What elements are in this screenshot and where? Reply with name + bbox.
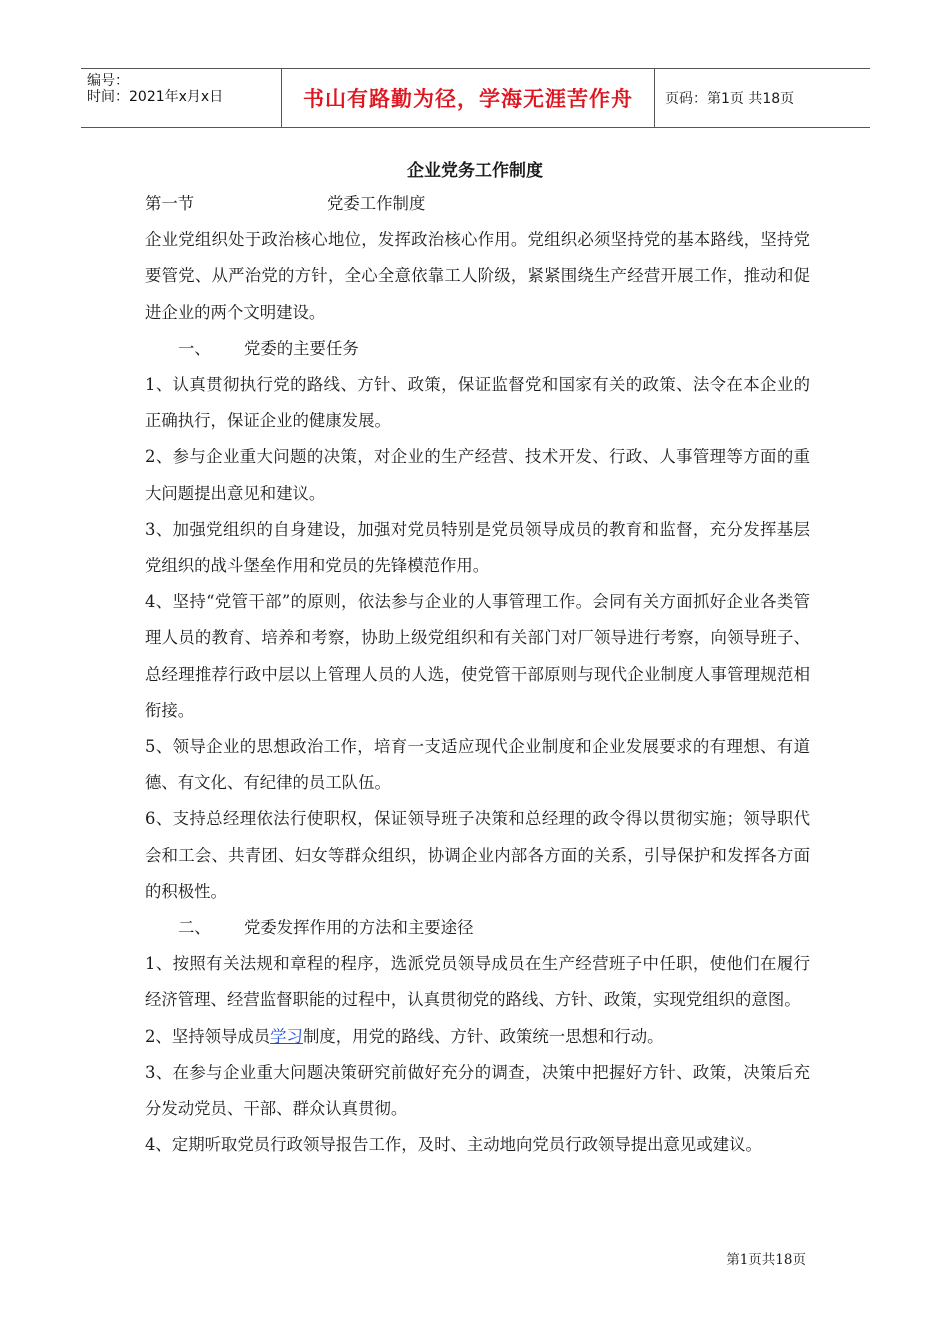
- part2-number: 二、: [178, 918, 211, 938]
- intro-paragraph: 企业党组织处于政治核心地位，发挥政治核心作用。党组织必须坚持党的基本路线，坚持党要管党、从严治党的方针，全心全意依靠工人阶级，紧紧围绕生产经营开展工作，推动和促进企业的两个文明建设。: [145, 230, 810, 322]
- motto: 书山有路勤为径，学海无涯苦作舟: [303, 87, 633, 111]
- part1-item-6: 6、支持总经理依法行使职权，保证领导班子决策和总经理的政令得以贯彻实施；领导职代会和工会、共青团、妇女等群众组织，协调企业内部各方面的关系，引导保护和发挥各方面的积极性。: [145, 809, 810, 901]
- part2-item-2: [145, 1019, 810, 1055]
- part1-title: 党委的主要任务: [244, 338, 359, 358]
- header-right-cell: [655, 69, 870, 127]
- part1-number: 一、: [178, 338, 211, 358]
- section-heading: [145, 186, 810, 222]
- document-body: [145, 186, 810, 1163]
- study-link[interactable]: 学习: [270, 1026, 303, 1046]
- part1-item-3: 3、加强党组织的自身建设，加强对党员特别是党员领导成员的教育和监督，充分发挥基层党组织的战斗堡垒作用和党员的先锋模范作用。: [145, 519, 810, 576]
- part2-item-4: 4、定期听取党员行政领导报告工作，及时、主动地向党员行政领导提出意见或建议。: [145, 1135, 762, 1155]
- time-label: 时间：2021年x月x日: [87, 89, 224, 105]
- number-label: 编号：: [87, 73, 129, 89]
- header-left-cell: [81, 69, 281, 127]
- part2-heading: [145, 910, 810, 946]
- part2-title: 党委发挥作用的方法和主要途径: [244, 918, 474, 938]
- header-page-info: 页码：第1页 共18页: [665, 91, 795, 107]
- part1-item-5: 5、领导企业的思想政治工作，培育一支适应现代企业制度和企业发展要求的有理想、有道德、有文化、有纪律的员工队伍。: [145, 737, 810, 793]
- footer-page-info: 第1页共18页: [726, 1252, 806, 1268]
- part2-item-2-after: 制度，用党的路线、方针、政策统一思想和行动。: [302, 1026, 664, 1046]
- page-header: [81, 68, 870, 128]
- section-number: 第一节: [145, 194, 195, 213]
- part1-heading: [145, 331, 810, 367]
- part2-item-2-before: 2、坚持领导成员: [145, 1026, 271, 1046]
- part1-item-2: 2、参与企业重大问题的决策，对企业的生产经营、技术开发、行政、人事管理等方面的重大问题提出意见和建议。: [145, 447, 810, 503]
- part2-item-3: 3、在参与企业重大问题决策研究前做好充分的调查，决策中把握好方针、政策，决策后充分发动党员、干部、群众认真贯彻。: [145, 1062, 810, 1119]
- part2-item-1: 1、按照有关法规和章程的程序，选派党员领导成员在生产经营班子中任职，使他们在履行经济管理、经营监督职能的过程中，认真贯彻党的路线、方针、政策，实现党组织的意图。: [145, 954, 810, 1010]
- part1-item-4: 4、坚持“党管干部”的原则，依法参与企业的人事管理工作。会同有关方面抓好企业各类管理人员的教育、培养和考察，协助上级党组织和有关部门对厂领导进行考察，向领导班子、总经理推荐行政中层以上管理人员的人选，使党管干部原则与现代企业制度人事管理规范相衔接。: [145, 592, 810, 720]
- header-middle-cell: [281, 69, 655, 127]
- section-title: 党委工作制度: [327, 194, 426, 213]
- part1-item-1: 1、认真贯彻执行党的路线、方针、政策，保证监督党和国家有关的政策、法令在本企业的正确执行，保证企业的健康发展。: [145, 375, 810, 431]
- document-title: 企业党务工作制度: [407, 161, 543, 181]
